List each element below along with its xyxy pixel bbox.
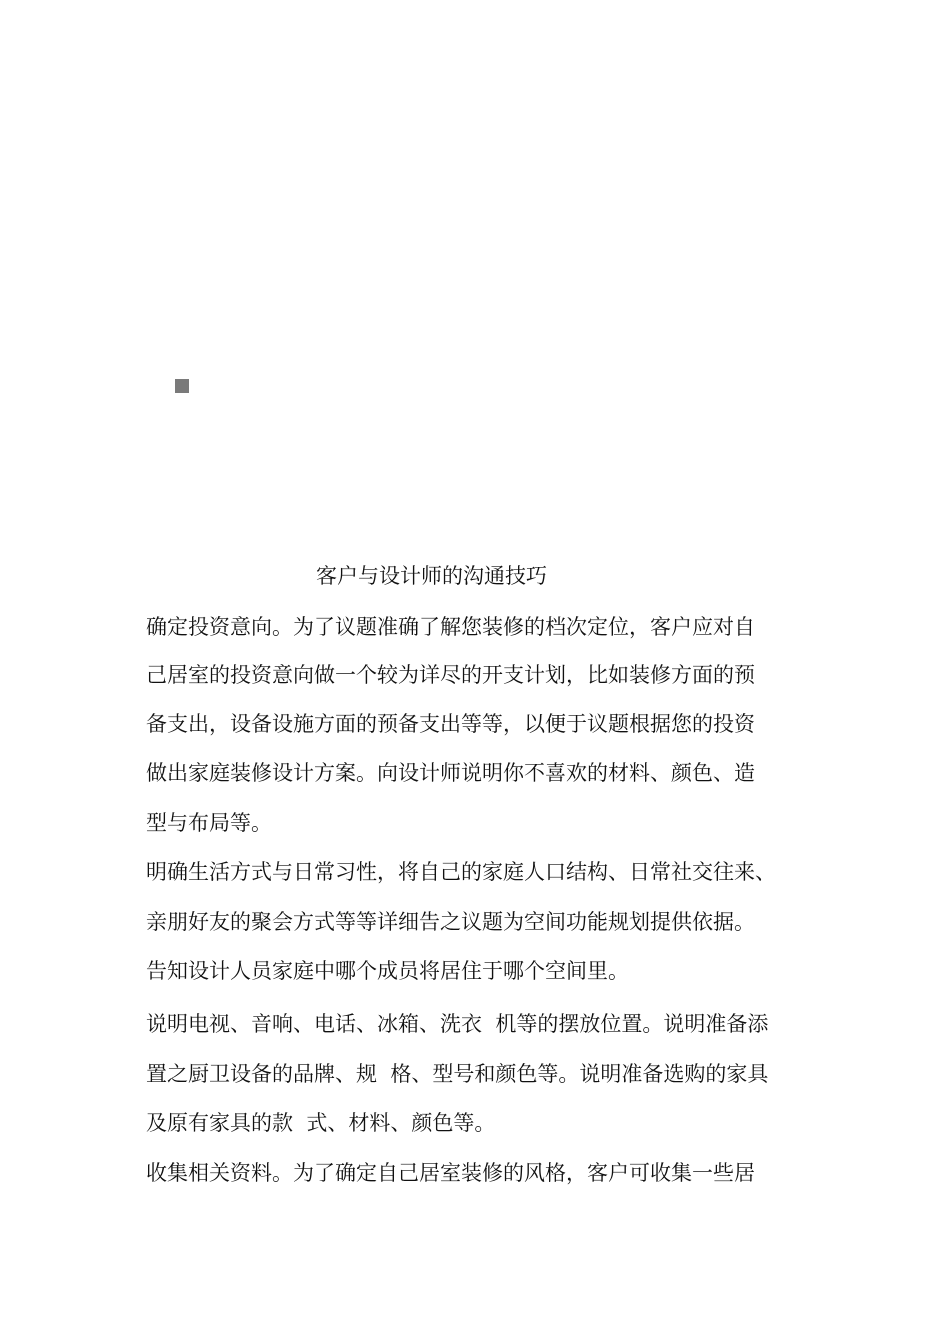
paragraph-line-4: 做出家庭装修设计方案。向设计师说明你不喜欢的材料、颜色、造	[146, 761, 755, 785]
paragraph-line-8: 告知设计人员家庭中哪个成员将居住于哪个空间里。	[146, 959, 629, 983]
paragraph-line-9: 说明电视、音响、电话、冰箱、洗衣 机等的摆放位置。说明准备添	[146, 1012, 769, 1036]
paragraph-line-2: 己居室的投资意向做一个较为详尽的开支计划，比如装修方面的预	[146, 663, 755, 687]
paragraph-line-6: 明确生活方式与日常习性，将自己的家庭人口结构、日常社交往来、	[146, 860, 776, 884]
paragraph-line-5: 型与布局等。	[146, 811, 272, 835]
paragraph-line-3: 备支出，设备设施方面的预备支出等等，以便于议题根据您的投资	[146, 712, 755, 736]
paragraph-line-11: 及原有家具的款 式、材料、颜色等。	[146, 1111, 496, 1135]
document-title: 客户与设计师的沟通技巧	[316, 564, 547, 588]
paragraph-line-10: 置之厨卫设备的品牌、规 格、型号和颜色等。说明准备选购的家具	[146, 1062, 769, 1086]
paragraph-line-7: 亲朋好友的聚会方式等等详细告之议题为空间功能规划提供依据。	[146, 910, 755, 934]
paragraph-line-12: 收集相关资料。为了确定自己居室装修的风格，客户可收集一些居	[146, 1161, 755, 1185]
paragraph-line-1: 确定投资意向。为了议题准确了解您装修的档次定位，客户应对自	[146, 615, 755, 639]
bullet-square-icon	[175, 379, 189, 393]
